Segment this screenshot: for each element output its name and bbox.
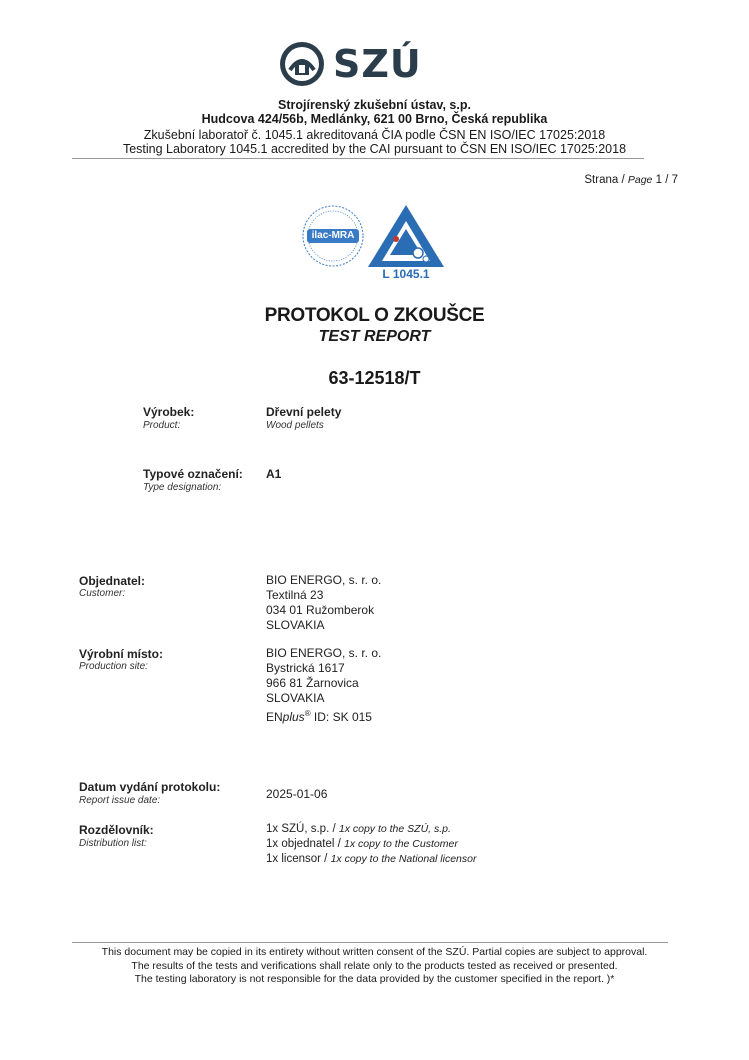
enplus-italic: plus <box>282 710 305 724</box>
production-line: 966 81 Žarnovica <box>266 676 359 690</box>
product-label-cz: Výrobek: <box>143 405 195 419</box>
production-line: SLOVAKIA <box>266 691 325 705</box>
customer-label-cz: Objednatel: <box>79 574 146 588</box>
production-address <box>266 646 381 725</box>
header-divider <box>72 158 644 159</box>
footer-line-1: This document may be copied in its entirety without written consent of the SZÚ. Partial copies are subject to approval. <box>101 946 648 958</box>
cai-triangle-icon <box>366 203 446 269</box>
customer-line: SLOVAKIA <box>266 618 325 632</box>
page-label-en: Page <box>627 174 653 186</box>
production-label-cz: Výrobní místo: <box>79 647 164 661</box>
accreditation-en: Testing Laboratory 1045.1 accredited by the CAI pursuant to ČSN EN ISO/IEC 17025:2018 <box>122 142 627 156</box>
enplus-id <box>266 706 381 725</box>
cai-label: L 1045.1 <box>382 267 430 281</box>
customer-line: Textilná 23 <box>266 588 324 602</box>
type-label-en: Type designation: <box>143 482 222 493</box>
report-title-en: TEST REPORT <box>318 328 431 345</box>
report-title-cz: PROTOKOL O ZKOUŠCE <box>264 305 485 326</box>
page-label-cz: Strana / <box>584 174 625 186</box>
type-label-cz: Typové označení: <box>143 467 243 481</box>
logo-text: SZÚ <box>333 42 422 86</box>
distribution-label-cz: Rozdělovník: <box>79 823 154 837</box>
distribution-label-en: Distribution list: <box>79 838 147 849</box>
distribution-list <box>266 822 476 867</box>
footer-line-3: The testing laboratory is not responsible for the data provided by the customer specified in the report. )* <box>134 973 615 985</box>
org-address: Hudcova 424/56b, Medlánky, 621 00 Brno, Česká republika <box>201 112 548 126</box>
report-number: 63-12518/T <box>328 368 421 388</box>
accreditation-cz: Zkušební laboratoř č. 1045.1 akreditovaná ČIA podle ČSN EN ISO/IEC 17025:2018 <box>143 128 606 142</box>
product-value-cz: Dřevní pelety <box>266 405 342 419</box>
footer-line-2: The results of the tests and verifications shall relate only to the products tested as received or presented. <box>131 960 618 972</box>
footer-divider <box>72 942 668 943</box>
type-value: A1 <box>266 467 282 481</box>
production-line: Bystrická 1617 <box>266 661 345 675</box>
page-indicator <box>584 174 678 186</box>
enplus-prefix: EN <box>266 710 283 724</box>
ilac-badge <box>302 205 364 267</box>
customer-line: BIO ENERGO, s. r. o. <box>266 573 382 587</box>
distribution-item: 1x licensor / 1x copy to the National licensor <box>266 853 477 865</box>
page-number: 1 / 7 <box>655 174 678 186</box>
szu-logo <box>278 38 428 90</box>
issue-date-label-en: Report issue date: <box>79 795 161 806</box>
customer-line: 034 01 Ružomberok <box>266 603 375 617</box>
product-value-en: Wood pellets <box>266 420 324 431</box>
cai-badge <box>366 203 446 283</box>
distribution-item: 1x objednatel / 1x copy to the Customer <box>266 838 458 850</box>
issue-date-value: 2025-01-06 <box>266 787 328 801</box>
szu-emblem-icon <box>278 40 326 88</box>
production-label-en: Production site: <box>79 661 148 672</box>
ilac-text: ilac-MRA <box>311 230 355 241</box>
enplus-reg: ® <box>304 709 311 718</box>
distribution-item: 1x SZÚ, s.p. / 1x copy to the SZÚ, s.p. <box>266 823 451 835</box>
customer-address <box>266 573 381 633</box>
org-name: Strojírenský zkušební ústav, s.p. <box>278 98 471 112</box>
product-label-en: Product: <box>143 420 181 431</box>
customer-label-en: Customer: <box>79 588 126 599</box>
production-line: BIO ENERGO, s. r. o. <box>266 646 382 660</box>
issue-date-label-cz: Datum vydání protokolu: <box>79 780 221 794</box>
enplus-suffix: ID: SK 015 <box>310 710 372 724</box>
